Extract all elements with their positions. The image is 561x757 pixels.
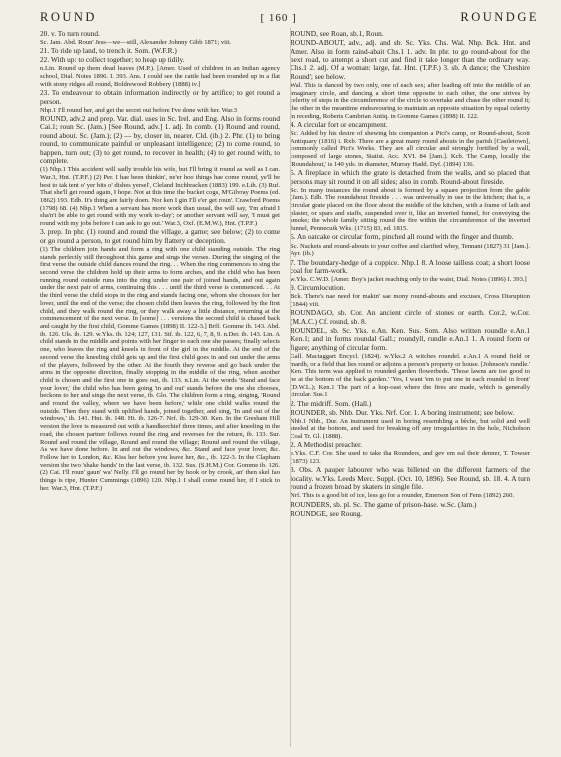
right-entry-3: 4. A circular fort or encampment. [290, 120, 388, 130]
left-entry-6: Nhp.1 I'll round her, and get the secret out before I've done with her. War.3 [40, 106, 238, 114]
left-column [40, 30, 280, 519]
right-entry-19: 2. A Methodist preacher. [290, 440, 362, 450]
right-entry-24: ROUNDGE, see Roung. [290, 508, 363, 518]
right-entry-18: Nhb.1 Nhb., Dur. An instrument used in boring resembling a bêche, but solid and well steeled at the bottom, and used for breaking off any irregularities in the hole, Nicholson Coal Tr. Gl. (1888). [290, 417, 530, 441]
left-entry-8: (1) Nhp.1 This accident will sadly trouble his wife, but I'll bring it round as well as I can. War.3, Hnt. (T.P.F.) (2) Per. I hae been thinkin', ne'er hoo things hae come round, ye'll be best to tak tent o' yer bits o' dishes yersel', Cleland Inchbracken (1883) 199. e.Lth. (3) Ruf. That she'll get round again, I hope. Not at this time the bucket cogs, M'Gilvray Poems (ed. 1862) 193. Edb. It's thing are fairly doen. Nor ken I gin I'll e'er get roun'. Crawford Poems (1798) 68. (4) Nhp.1 When a servant has more work than usual, the will say, 'I'm afraid I sha'n't be able to get round with my work to-day'; or another servant will say, 'I must get round with my jobs before I can ask to go out.' War.3, Oxf. (E.M.W.), Hnt. (T.P.F.) [40, 166, 280, 228]
right-entry-1: ROUND-ABOUT, adv., adj. and sb. Sc. Yks. Chs. Wal. Nhp. Bck. Hnt. and Amer. Also in form raind-abait Chs.1 1. adv. In phr. to go round-about for the next road, to attempt a short cut and find it take longer than the ordinary way. Chs.1 2. adj. Of a woman: large, fat. Hnt. (T.P.F.) 3. sb. A dance; the 'Cheshire Round'; see below. [290, 38, 530, 81]
right-entry-8: Sc. Nackets and round-abouts to your coffee and clarified whey, Tennant (1827) 31 [Jam.]. Ayr. (ib.) [290, 242, 530, 258]
right-entry-13: ROUNDAGO, sb. Cor. An ancient circle of stones or earth. Cor.2, w.Cor. (M.A.C.) Cf. round, sb. 8. [290, 308, 530, 326]
right-entry-17: ROUNDER, sb. Nhb. Dur. Yks. Nrf. Cor. 1. A boring instrument; see below. [290, 407, 515, 417]
left-entry-4: n.Lin. Round up them dead leaves (M.P.). [Amer. Used of children in an Indian agency school, Dial. Notes 1896. I. 393. Ans. I could see the cattle had been rounded up in a flat with stony ridges all round, Boldrewood Robbery (1888) iv.] [40, 65, 280, 88]
header-right-word: ROUNDGE [460, 10, 539, 24]
right-entry-23: ROUNDERS, sb. pl. Sc. The game of prison-base. w.Sc. (Jam.) [290, 499, 477, 509]
right-entry-5: 5. A fireplace in which the grate is detached from the walls, and so placed that persons may sit round it on all sides; also in comb. Round-about fireside. [290, 168, 530, 186]
left-entry-5: 23. To endeavour to obtain information indirectly or by artifice; to get round a person. [40, 88, 280, 106]
right-entry-21: 3. Obs. A pauper labourer who was billeted on the different farmers of the locality. w.Yks. Leeds Merc. Suppl. (Oct. 10, 1896). See Round, sb. 18. 4. A turn round a frozen broad by skaters in single file. [290, 465, 530, 492]
page-number: [ 160 ] [260, 12, 297, 24]
left-entry-3: 22. With up: to collect together; to heap up tidily. [40, 55, 185, 65]
right-entry-15: Gall. Mactaggart Encycl. (1824). w.Yks.2 A witches roundel. e.An.1 A round field or mardh, or a field that lies round or adjoins a person's property or house. [Johnson's rundle.' Ken. This term was applied to rounded garden flowerbeds. 'Those lawns are too good to be at the bottom of the back garden.' 'Yes, I want 'em to put one in each roundel in front' (D.W.L.); Ken.1 The part of a hop-oast where the fires are made, which is generally circular. Sus.1 [290, 352, 530, 399]
left-entry-1: Sc. Jam. Abd. Roun' Jess—we—still, Alexander Johnny Gibb 1871; viii. [40, 39, 232, 47]
right-entry-20: e.Yks. C.F. Cor. She used to take tha Rounders, and gev em eal their denner, T. Towser (1873) 123. [290, 450, 530, 466]
right-entry-0: ROUND, see Roan, sb.1, Roun. [290, 29, 384, 38]
header-left-word: ROUND [40, 10, 97, 24]
right-entry-4: Sc. Added by his desire of shewing his companion a Pict's camp, or Round-about, Scott Antiquary (1816) i. Rxb. There are a great many round abouts in the parish [Castletown], commonly called Pict's Works. They are all circular and strongly fortified by a wall, composed of large stones, Statist. Acc. XVI. 84 [Jam.]. Kcb. The Camp, locally the 'Roundabout,' is 140 yds. in diameter, Murray Hadd. Dyf. (1894) 136. [290, 130, 530, 168]
right-entry-14: ROUNDEL, sb. Sc. Yks. e.An. Ken. Sus. Som. Also written roundle e.An.1 Ken.1; and in forms roundal Gall.; roundyll, rundle e.An.1 1. A round form or figure; anything of circular form. [290, 325, 530, 352]
right-entry-10: w.Yks. C.W.D. [Amer. Boy's jacket reaching only to the waist, Dial. Notes (1896) I. 393.] [290, 276, 527, 284]
left-entry-0: 20. v. To turn round. [40, 29, 100, 38]
right-column [290, 30, 530, 519]
right-entry-11: 9. Circumlocution. [290, 283, 346, 293]
column-divider [290, 28, 291, 747]
right-entry-9: 7. The boundary-hedge of a coppice. Nhp.1 8. A loose tailless coat; a short loose coal for farm-work. [290, 257, 530, 275]
right-entry-22: Nrf. This is a good bit of ice, less go for a rounder, Emerson Son of Fens (1892) 260. [290, 492, 515, 500]
left-entry-9: 3. prep. In phr. (1) round and round the village, a game; see below; (2) to come or go round a person, to get round him by flattery or deception. [40, 227, 280, 245]
right-entry-12: Bck. There's nae need for makin' sae mony round-abouts and excuses, Cross Disruption (1844) viii. [290, 293, 530, 309]
right-entry-2: Wal. This is danced by two only, one of each sex; after leading off into the middle of an imaginary circle, and dancing a short time opposite to each other, the one strives by celerity of steps in the circumference of the circle to overtake and chase the other round it; the other in the meantime endeavouring to maintain an opposite situation by equal celerity in receding, Roberts Cambrian Antiq. in Gomme Games (1898) II. 122. [290, 81, 530, 120]
left-entry-2: 21. To ride up land, to trench it. Som. (W.F.R.) [40, 46, 177, 56]
left-entry-7: ROUND, adv.2 and prep. Var. dial. uses in Sc. Irel. and Eng. Also in forms round Cai.1; roun Sc. (Jam.) [See Round, adv.] 1. adj. In comb. (1) Round and round, round about. Sc. (Jam.); (2) — by, closer in, nearer. Cld. (ib.) 2. Phr. (1) to bring round, to communicate painful or unpleasant intelligence; (2) to come round, to happen, turn out; (3) to get round, to recover in health; (4) to get round with, to complete. [40, 113, 280, 166]
left-entry-10: (1) The children join hands and form a ring with one child standing outside. The ring stands perfectly still throughout this game and sings the verses. During the singing of the first verse the outside child dances round the ring. . . When the ring commences to sing the second verse the children hold up their arms to form arches, and the child who has been running round outside runs into the ring under one pair of joined hands, and out again under the next pair of arms, continuing this . . . until the third verse is commenced. . . At the third verse the child stops in the ring and stands facing one, whom she chooses for her lover, until the end of the verse; the chosen child then leaves the ring, followed by the first child, and they walk round the ring, or they walk away a little distance, returning at the commencement of the next verse. In [some] . . . versions the second child is chased back and caught by the first child, Gomme Games (1898) II. 122-3.] Brff. Gomme ib. 143. Abd. ib. 126. Uls. ib. 129. w.Yks. ib. 124; 127, 131. Stf. ib. 122, 6, 7, 8, 9. n.Der. ib. 143. Lin. A child stands in the middle and points with her finger to each one she passes; finally selects one, who leaves the ring and kneels in front of the girl in the middle. At the end of the second verse the kneeling child gets up and the first child goes in and out under the arms of the players, followed by the other. At the fourth they reverse and go back under the arms in the opposite direction, finally stopping in the middle of the ring, when another child is chosen and the first one in goes out, ib. 133. n.Lin. At the words 'Stand and face your lover,' the child who has been going 'in and out' stands before the one she chooses, beckons to her and sings the next verse, ib. Glo. The children form a ring, singing, 'Round and round the valley, where we have been before,' while one child walks round the outside. Then they stand with uplifted hands, joined together, and sing, 'In and out of the windows,' ib. 141. Hnt. ib. 148. Ht. ib. 126-7. Nrf. ib. 129-30. Ken. In the Gresham Hill version the love is measured out with a handkerchief three times, and after kneeling in the road, the chosen partner follows round the ring and reverses for the return, ib. 133. Sur. Round and round the village, Round and round the village; Round and round the village, As we have done before. In and out the windows, &c. Stand and face your lover, &c. Follow her to London, &c. Kiss her before you leave her, &c., ib. 122-3. In the Clapham version the two 'shake hands' in the last verse, ib. 132. Sus. (S.H.M.) Cor. Gomme ib. 126. (2) Cai. I'll roun' gaun' wa' Nelly. I'll go round her by hook or by crook, an' then skel fao things is ripe, Hunter Cummings (1896) 120. Nhp.1 I shall come round her, if I stick to her. War.3, Hnt. (T.P.F.) [40, 245, 280, 492]
right-entry-7: 6. An oatcake or circular form, pinched all round with the finger and thumb. [290, 232, 514, 242]
right-entry-16: 2. The midriff. Som. (Hall.) [290, 398, 372, 408]
right-entry-6: Sc. In many instances the round about is formed by a square projection from the gable (Jam.). Edb. The roundabout fireside . . . was universally in use in the kitchen; that is, a circular grate placed on the floor about the middle of the kitchen, with a frame of lath and plaster, or spars and staffs, suspended over it, like an inverted funnel, for conveying the smoke; the whole family sitting round the fire within the circumference of the inverted funnel, Pennecuik Wks. (1715) 83, ed. 1815. [290, 186, 530, 233]
page-header [40, 10, 539, 25]
